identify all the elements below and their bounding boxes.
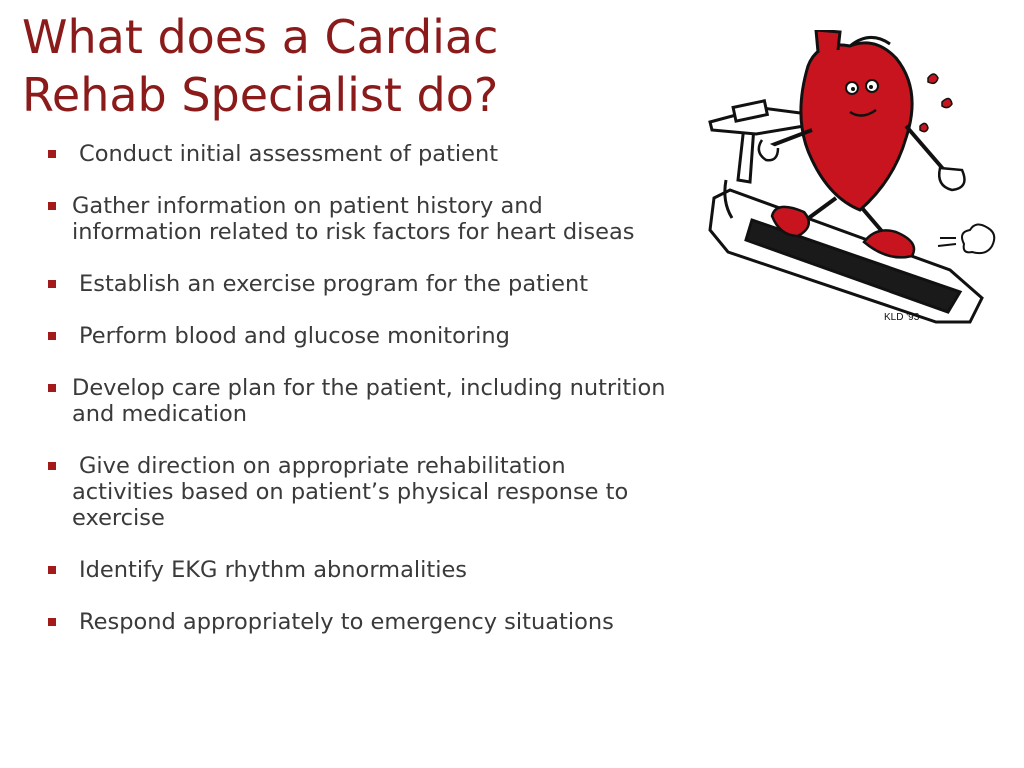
heart-on-treadmill-illustration xyxy=(700,30,1000,330)
square-bullet-icon xyxy=(48,618,56,626)
bullet-item xyxy=(48,141,768,167)
slide-title xyxy=(22,8,642,124)
bullet-line: Establish an exercise program for the patient xyxy=(79,271,589,297)
title-line-1: What does a Cardiac xyxy=(22,10,499,64)
square-bullet-icon xyxy=(48,202,56,210)
square-bullet-icon xyxy=(48,566,56,574)
bullet-item xyxy=(48,609,768,635)
square-bullet-icon xyxy=(48,280,56,288)
bullet-list xyxy=(48,141,768,661)
artist-signature: KLD '93 xyxy=(884,312,920,323)
bullet-item xyxy=(48,453,768,531)
bullet-line: Develop care plan for the patient, including nutrition xyxy=(72,375,666,401)
square-bullet-icon xyxy=(48,150,56,158)
title-line-2: Rehab Specialist do? xyxy=(22,68,499,122)
bullet-line: information related to risk factors for heart diseas xyxy=(72,219,635,245)
bullet-line: Respond appropriately to emergency situations xyxy=(79,609,614,635)
bullet-line: Perform blood and glucose monitoring xyxy=(79,323,510,349)
square-bullet-icon xyxy=(48,384,56,392)
square-bullet-icon xyxy=(48,462,56,470)
bullet-line: activities based on patient’s physical response to xyxy=(72,479,629,505)
bullet-line: exercise xyxy=(72,505,165,531)
bullet-line: Identify EKG rhythm abnormalities xyxy=(79,557,468,583)
heart-character xyxy=(759,30,994,257)
bullet-line: Give direction on appropriate rehabilitation xyxy=(79,453,566,479)
bullet-item xyxy=(48,557,768,583)
heart-on-treadmill-icon xyxy=(700,30,1000,330)
bullet-item xyxy=(48,375,768,427)
square-bullet-icon xyxy=(48,332,56,340)
bullet-line: Conduct initial assessment of patient xyxy=(79,141,499,167)
bullet-line: and medication xyxy=(72,401,248,427)
bullet-item xyxy=(48,323,768,349)
bullet-item xyxy=(48,271,768,297)
bullet-line: Gather information on patient history and xyxy=(72,193,543,219)
bullet-item xyxy=(48,193,768,245)
